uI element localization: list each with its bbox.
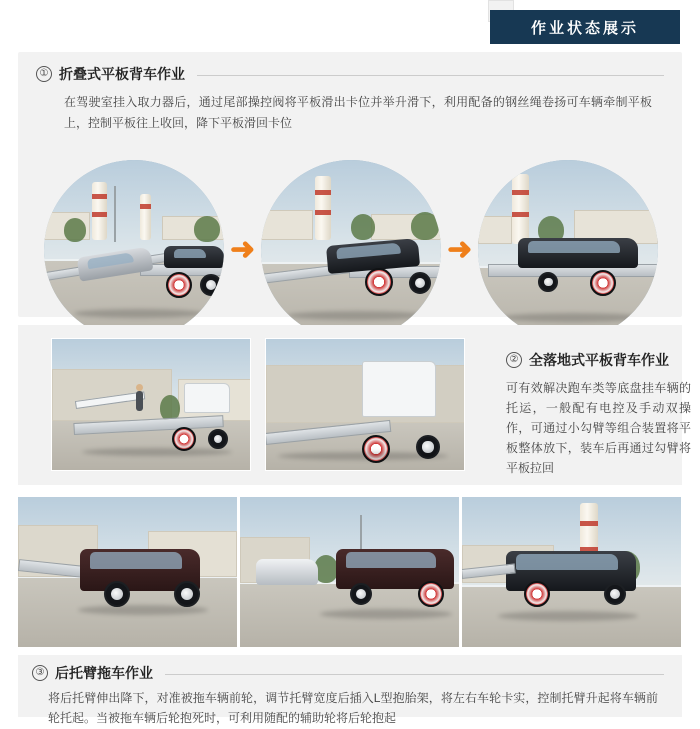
header-banner (490, 10, 680, 44)
section2-number-icon: ② (506, 352, 522, 368)
section2-text-block (506, 350, 691, 478)
section1-header (18, 52, 682, 84)
photo-full-landing-flatbed-left (51, 338, 251, 471)
section2-header (506, 350, 691, 370)
arrow-icon-2: ➜ (447, 233, 473, 266)
section2-title: 全落地式平板背车作业 (529, 352, 669, 368)
photo-flatbed-loading-step-2 (261, 160, 441, 340)
photo-rear-arm-tow-left (18, 497, 237, 647)
section-full-landing-flatbed (18, 325, 691, 485)
section3-body: 将后托臂伸出降下，对准被拖车辆前轮，调节托臂宽度后插入L型抱胎架，将左右车轮卡实，控制托臂升起将车辆前轮托起。当被拖车辆后轮抱死时，可利用随配的辅助轮将后轮抱起 (48, 691, 658, 725)
section3-header (18, 655, 682, 683)
section-folding-flatbed (18, 52, 682, 317)
arrow-icon-1: ➜ (230, 233, 256, 266)
photo-flatbed-loading-step-1 (44, 160, 224, 340)
photo-rear-arm-tow-right (462, 497, 681, 647)
section1-divider (197, 75, 664, 76)
section3-title: 后托臂拖车作业 (55, 665, 153, 681)
section3-photo-row (18, 497, 682, 647)
section1-body: 在驾驶室挂入取力器后，通过尾部操控阀将平板滑出卡位并举升滑下，利用配备的钢丝绳卷扬可车辆牵制平板上，控制平板往上收回，降下平板滑回卡位 (64, 95, 652, 130)
section3-number-icon: ③ (32, 665, 48, 681)
section1-photo-row (18, 184, 682, 316)
section1-title: 折叠式平板背车作业 (59, 66, 185, 82)
section2-photo-row (51, 338, 465, 471)
section1-number-icon: ① (36, 66, 52, 82)
section3-divider (165, 674, 664, 675)
page-title: 作业状态展示 (530, 19, 639, 37)
section2-body: 可有效解决跑车类等底盘挂车辆的托运，一般配有电控及手动双操作，可通过小勾臂等组合装置将平板整体放下，装车后再通过勾臂将平板拉回 (506, 381, 691, 475)
section-rear-arm-tow (18, 655, 682, 725)
photo-flatbed-loading-step-3 (478, 160, 658, 340)
photo-full-landing-flatbed-right (265, 338, 465, 471)
photo-rear-arm-tow-middle (240, 497, 459, 647)
